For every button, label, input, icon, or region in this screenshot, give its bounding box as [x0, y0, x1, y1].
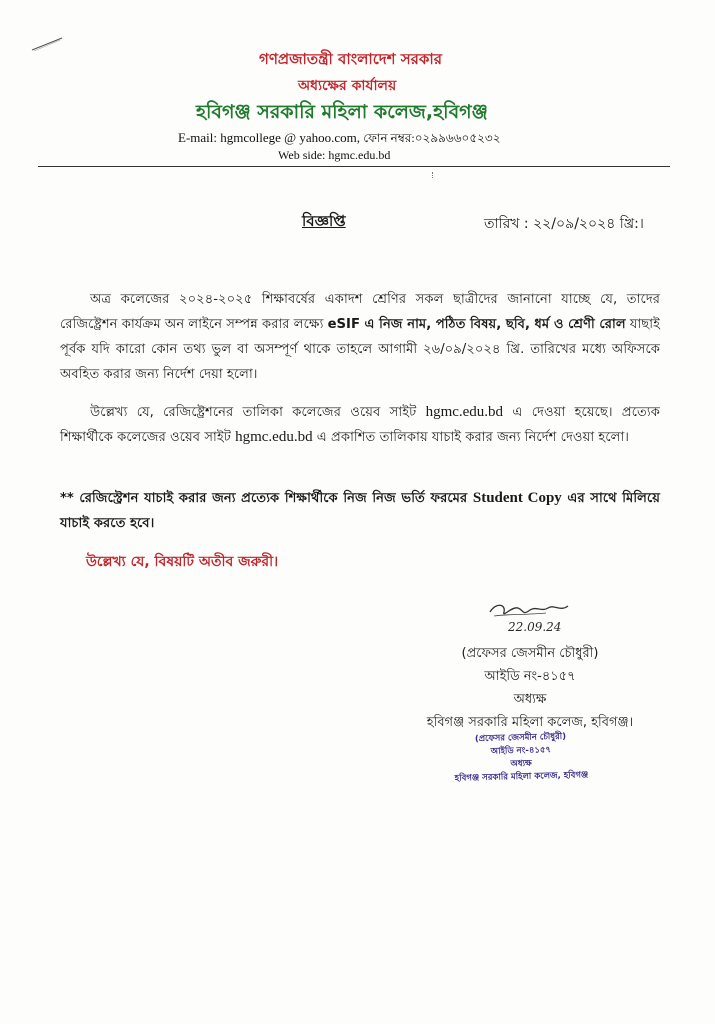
signature-date: 22.09.24 [508, 620, 562, 634]
paragraph1-text-a: অত্র কলেজের ২০২৪-২০২৫ শিক্ষাবর্ষের একাদশ শ্রেণির সকল ছাত্রীদের জানানো যাচ্ছে যে, তাদের রেজিষ্ট্রেশন কার্যক্রম অন লাইনে সম্পন্ন করার লক্ষ্যে [60, 292, 660, 332]
email-label: E-mail: [178, 130, 217, 145]
paragraph-website [60, 400, 660, 450]
paragraph3-asterisks: ** [60, 491, 74, 506]
paragraph2-text-c: এ প্রকাশিত তালিকায় যাচাই করার জন্য নির্দেশ দেওয়া হলো। [316, 430, 629, 445]
principal-institution: হবিগঞ্জ সরকারি মহিলা কলেজ, হবিগঞ্জ। [426, 715, 634, 730]
notice-title: বিজ্ঞপ্তি [302, 212, 346, 230]
paragraph-student-copy [60, 486, 660, 536]
website-link-1: hgmc.edu.bd [425, 404, 504, 420]
divider-dot-mark [432, 172, 436, 178]
paragraph1-text-b: যাছাই পূর্বক যদি কারো কোন তথ্য ভুল বা অসম্পূর্ণ থাকে তাহলে আগামী ২৬/০৯/২০২৪ খ্রি. তারিখের মধ্যে অফিসকে অবহিত করার জন্য নির্দেশ দেয়া হলো। [60, 317, 660, 382]
paragraph1-bold-text: eSIF এ নিজ নাম, পঠিত বিষয়, ছবি, ধর্ম ও শ্রেণী রোল [327, 317, 626, 332]
website-line [278, 148, 390, 163]
email-value: hgmcollege @ yahoo.com, [220, 130, 361, 145]
letterhead-divider [38, 166, 670, 167]
stamp-line-3: অধ্যক্ষ [510, 758, 533, 770]
student-copy-text: Student Copy [472, 490, 562, 506]
paragraph2-text-a: উল্লেখ্য যে, রেজিষ্ট্রেশনের তালিকা কলেজের ওয়েব সাইট [90, 405, 417, 420]
stamp-line-4: হবিগঞ্জ সরকারি মহিলা কলেজ, হবিগঞ্জ [454, 770, 589, 784]
official-seal-stamp [435, 730, 606, 786]
notice-date: তারিখ : ২২/০৯/২০২৪ খ্রি:। [484, 216, 644, 232]
principal-name: (প্রফেসর জেসমীন চৌধুরী) [461, 646, 599, 661]
website-value: hgmc.edu.bd [328, 148, 391, 162]
stamp-line-1: (প্রফেসর জেসমীন চৌধুরী) [474, 731, 567, 745]
urgent-note: উল্লেখ্য যে, বিষয়টি অতীব জরুরী। [86, 554, 279, 570]
principal-id: আইডি নং-৪১৫৭ [484, 669, 576, 684]
government-name: গণপ্রজাতন্ত্রী বাংলাদেশ সরকার [259, 50, 442, 68]
website-label: Web side: [278, 148, 326, 162]
college-name: হবিগঞ্জ সরকারি মহিলা কলেজ,হবিগঞ্জ [196, 101, 488, 123]
contact-line [178, 130, 501, 150]
paragraph3-text-b: এর সাথে মিলিয়ে যাচাই করতে হবে। [60, 491, 661, 531]
phone-label: ফোন নম্বর: [363, 131, 415, 145]
stamp-line-2: আইডি নং-৪১৫৭ [490, 745, 552, 757]
signature-block [400, 642, 660, 734]
principal-designation: অধ্যক্ষ [513, 692, 547, 707]
phone-value: ০২৯৯৬৬০৫২৩২ [414, 131, 501, 145]
office-name: অধ্যক্ষের কার্যালয় [298, 78, 397, 94]
paragraph-registration [60, 287, 660, 387]
website-link-2: hgmc.edu.bd [235, 429, 313, 445]
paragraph2-text-b: এ দেওয়া হয়েছে। প্রত্যেক শিক্ষার্থীকে কলেজের ওয়েব সাইট [60, 405, 660, 445]
paragraph3-text-a: রেজিস্ট্রেশন যাচাই করার জন্য প্রত্যেক শিক্ষার্থীকে নিজ নিজ ভর্তি ফরমের [79, 491, 468, 506]
pen-stroke-mark [30, 36, 64, 52]
